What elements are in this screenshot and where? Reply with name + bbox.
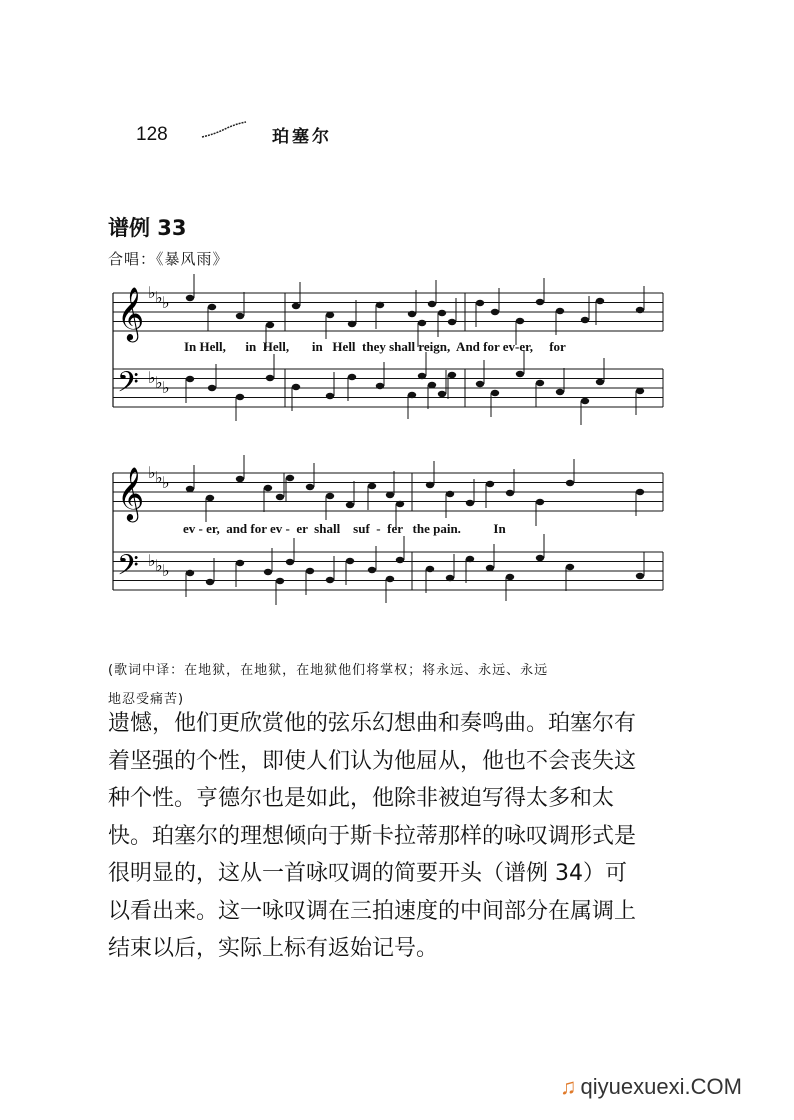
note-head [276, 578, 284, 584]
note-head [264, 485, 272, 491]
note-head [292, 303, 300, 309]
note-head [206, 495, 214, 501]
flat-icon: ♭ [162, 378, 170, 397]
note-head [286, 559, 294, 565]
note-head [348, 321, 356, 327]
note-head [348, 374, 356, 380]
lyrics-system-1: In Hell, in Hell, in Hell they shall reign, And for ev-er, for [184, 339, 566, 354]
example-title: 谱例 33 [108, 216, 187, 240]
paragraph-line: 很明显的，这从一首咏叹调的简要开头（谱例 34）可 [108, 861, 627, 886]
translation-line: (歌词中译：在地狱，在地狱，在地狱他们将掌权；将永远、永远、永远 [108, 663, 549, 678]
paragraph-line: 着坚强的个性，即使人们认为他屈从，他也不会丧失这 [108, 748, 637, 774]
note-head [208, 385, 216, 391]
note-head [486, 481, 494, 487]
note-head [408, 311, 416, 317]
note-head [448, 372, 456, 378]
note-head [428, 301, 436, 307]
note-head [186, 295, 194, 301]
treble-clef-icon: 𝄞 [117, 286, 145, 340]
paragraph-line: 快。珀塞尔的理想倾向于斯卡拉蒂那样的咏叹调形式是 [108, 823, 637, 849]
example-subtitle: 合唱：《暴风雨》 [108, 250, 229, 268]
note-head [446, 575, 454, 581]
note-head [536, 555, 544, 561]
flat-icon: ♭ [148, 368, 156, 387]
note-head [466, 556, 474, 562]
note-head [326, 577, 334, 583]
flat-icon: ♭ [155, 468, 163, 487]
note-head [186, 376, 194, 382]
bass-clef-icon: 𝄢 [117, 549, 139, 589]
flat-icon: ♭ [148, 283, 156, 302]
note-head [466, 500, 474, 506]
note-head [236, 394, 244, 400]
note-head [264, 569, 272, 575]
note-head [428, 382, 436, 388]
note-head [306, 484, 314, 490]
note-head [491, 390, 499, 396]
note-head [418, 320, 426, 326]
note-head [581, 398, 589, 404]
note-head [476, 300, 484, 306]
note-head [448, 319, 456, 325]
lyrics-system-2: ev - er, and for ev - er shall suf - fer the pain. In [183, 521, 506, 536]
watermark [560, 1074, 742, 1100]
flat-icon: ♭ [155, 288, 163, 307]
note-head [556, 389, 564, 395]
note-head [368, 483, 376, 489]
note-head [536, 380, 544, 386]
note-head [581, 317, 589, 323]
note-head [386, 492, 394, 498]
note-head [286, 475, 294, 481]
note-head [368, 567, 376, 573]
note-head [596, 379, 604, 385]
note-head [376, 383, 384, 389]
note-head [418, 373, 426, 379]
note-head [386, 576, 394, 582]
note-head [376, 302, 384, 308]
body-text [108, 705, 678, 968]
paragraph-line: 结束以后，实际上标有返始记号。 [108, 936, 439, 961]
note-head [426, 482, 434, 488]
note-head [326, 312, 334, 318]
note-head [636, 489, 644, 495]
translation-line: 地忍受痛苦) [108, 692, 185, 707]
note-head [491, 309, 499, 315]
note-head [206, 579, 214, 585]
note-head [326, 393, 334, 399]
note-head [276, 494, 284, 500]
note-head [536, 299, 544, 305]
note-head [236, 476, 244, 482]
note-head [236, 313, 244, 319]
flat-icon: ♭ [148, 463, 156, 482]
note-head [426, 566, 434, 572]
bass-clef-icon: 𝄢 [117, 366, 139, 406]
note-head [266, 322, 274, 328]
note-head [446, 491, 454, 497]
note-head [396, 501, 404, 507]
note-head [438, 310, 446, 316]
note-head [266, 375, 274, 381]
note-head [516, 371, 524, 377]
flat-icon: ♭ [155, 373, 163, 392]
note-head [186, 570, 194, 576]
note-head [566, 564, 574, 570]
note-head [208, 304, 216, 310]
note-head [292, 384, 300, 390]
note-head [476, 381, 484, 387]
treble-clef-icon: 𝄞 [117, 466, 145, 520]
paragraph-line: 遗憾，他们更欣赏他的弦乐幻想曲和奏鸣曲。珀塞尔有 [108, 711, 637, 736]
paragraph-line: 种个性。亨德尔也是如此，他除非被迫写得太多和太 [108, 786, 615, 811]
note-head [306, 568, 314, 574]
note-head [516, 318, 524, 324]
music-note-icon: ♫ [560, 1074, 577, 1099]
running-title: 珀塞尔 [272, 127, 332, 147]
note-head [506, 574, 514, 580]
flat-icon: ♭ [155, 556, 163, 575]
note-head [566, 480, 574, 486]
note-head [636, 307, 644, 313]
flat-icon: ♭ [162, 473, 170, 492]
note-head [596, 298, 604, 304]
note-head [536, 499, 544, 505]
note-head [408, 392, 416, 398]
note-head [346, 558, 354, 564]
flat-icon: ♭ [162, 293, 170, 312]
note-head [326, 493, 334, 499]
page-number: 128 [136, 124, 168, 145]
note-head [186, 486, 194, 492]
note-head [486, 565, 494, 571]
note-head [636, 388, 644, 394]
flat-icon: ♭ [162, 561, 170, 580]
note-head [396, 557, 404, 563]
note-head [346, 502, 354, 508]
note-head [236, 560, 244, 566]
flat-icon: ♭ [148, 551, 156, 570]
note-head [438, 391, 446, 397]
note-head [636, 573, 644, 579]
note-head [506, 490, 514, 496]
note-head [556, 308, 564, 314]
watermark-text: qiyuexuexi.COM [580, 1074, 742, 1099]
paragraph-line: 以看出来。这一咏叹调在三拍速度的中间部分在属调上 [108, 898, 637, 924]
